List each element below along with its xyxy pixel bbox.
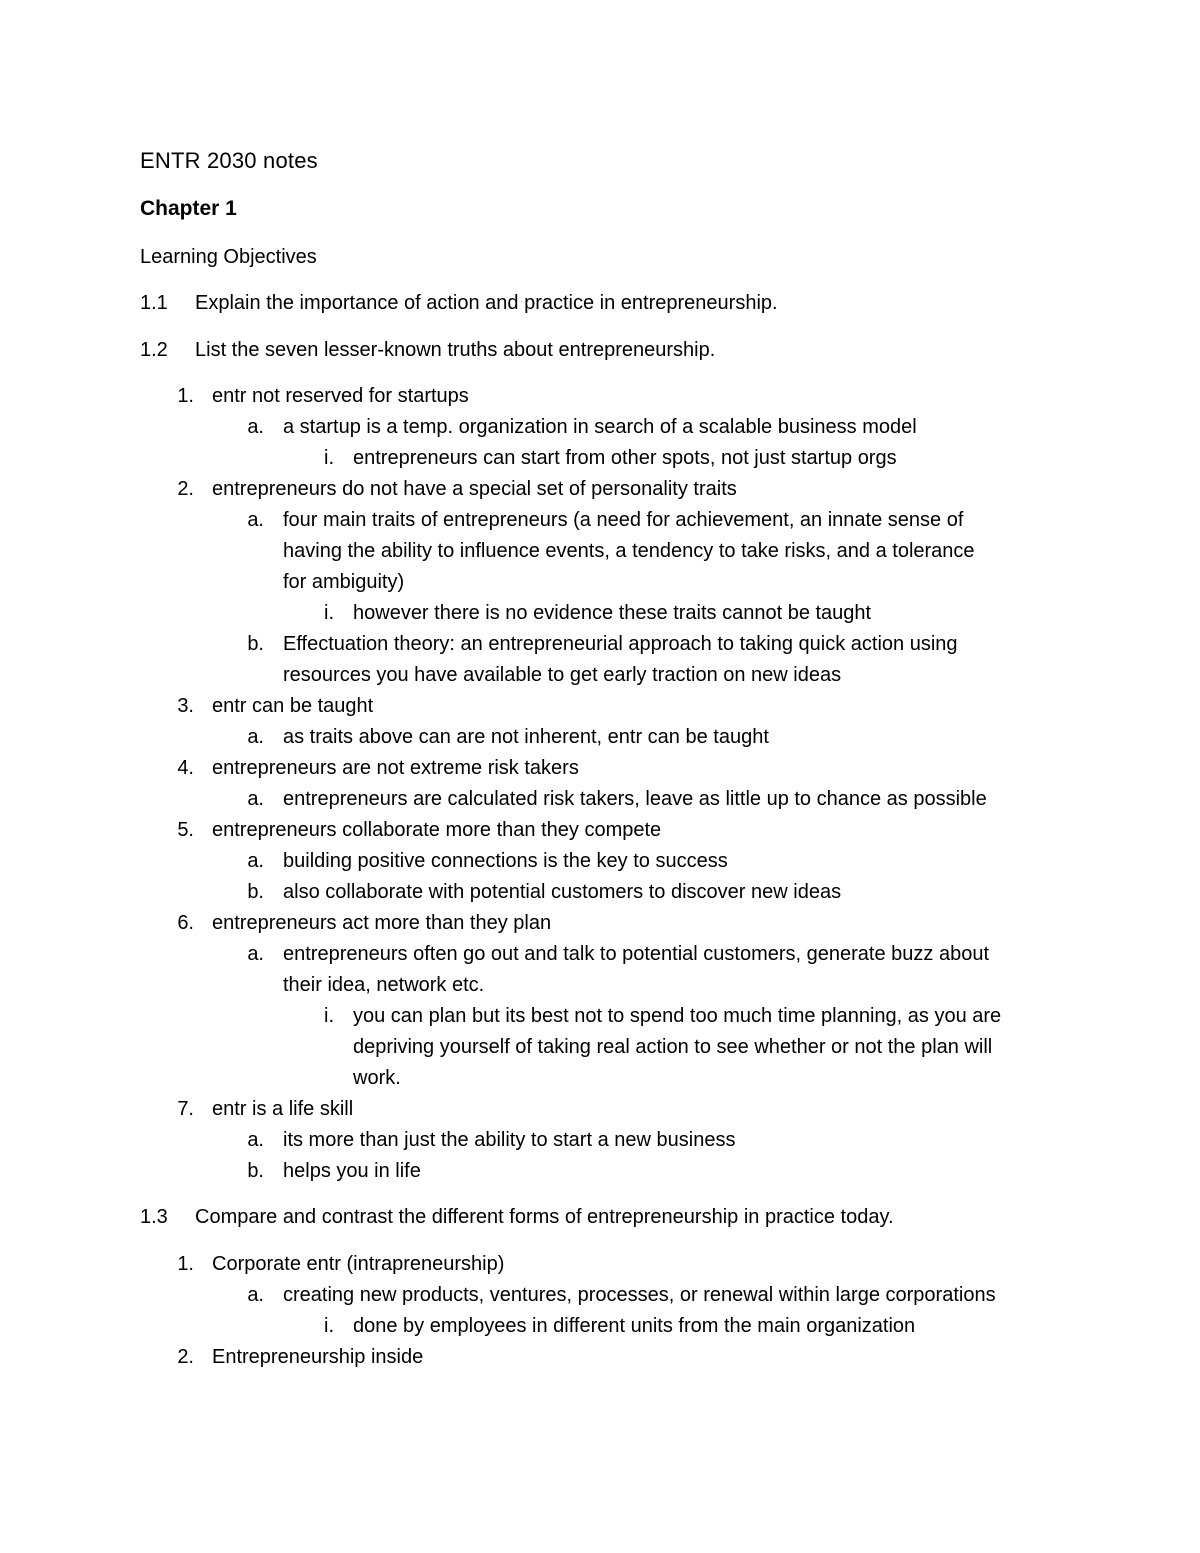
list-item-text: entrepreneurs can start from other spots, not just startup orgs xyxy=(353,447,897,469)
list-marker: b. xyxy=(247,1160,264,1182)
list-item-text: its more than just the ability to start a new business xyxy=(283,1129,736,1151)
objective-text: List the seven lesser-known truths about entrepreneurship. xyxy=(195,339,716,361)
list-item-text: four main traits of entrepreneurs (a need for achievement, an innate sense of xyxy=(283,509,964,531)
list-item-text: Corporate entr (intrapreneurship) xyxy=(212,1253,505,1275)
list-item-text: however there is no evidence these traits cannot be taught xyxy=(353,602,872,624)
list-marker: a. xyxy=(247,509,264,531)
list-item-text: also collaborate with potential customers to discover new ideas xyxy=(283,881,842,903)
list-item-text: a startup is a temp. organization in search of a scalable business model xyxy=(283,416,917,438)
list-marker: b. xyxy=(247,633,264,655)
list-marker: 3. xyxy=(177,695,194,717)
list-item-text: done by employees in different units from the main organization xyxy=(353,1315,916,1337)
list-marker: 2. xyxy=(177,478,194,500)
list-item-text: their idea, network etc. xyxy=(283,974,485,996)
document-title: ENTR 2030 notes xyxy=(140,148,318,173)
list-marker: 5. xyxy=(177,819,194,841)
list-marker: i. xyxy=(324,1315,334,1337)
list-item-text: work. xyxy=(353,1067,401,1089)
document-page xyxy=(140,140,1070,1440)
list-item-text: resources you have available to get early traction on new ideas xyxy=(283,664,842,686)
list-item-text: helps you in life xyxy=(283,1160,421,1182)
objective-number: 1.2 xyxy=(140,339,168,361)
list-item-text: as traits above can are not inherent, entr can be taught xyxy=(283,726,769,748)
list-item-text: entrepreneurs often go out and talk to potential customers, generate buzz about xyxy=(283,943,990,965)
objective-number: 1.3 xyxy=(140,1206,168,1228)
list-item-text: entrepreneurs do not have a special set of personality traits xyxy=(212,478,737,500)
list-marker: i. xyxy=(324,447,334,469)
list-marker: a. xyxy=(247,416,264,438)
list-marker: 6. xyxy=(177,912,194,934)
list-marker: i. xyxy=(324,602,334,624)
list-item-text: entr is a life skill xyxy=(212,1098,354,1120)
list-marker: a. xyxy=(247,1284,264,1306)
list-item-text: entr not reserved for startups xyxy=(212,385,469,407)
list-item-text: entrepreneurs act more than they plan xyxy=(212,912,552,934)
chapter-heading: Chapter 1 xyxy=(140,197,237,220)
list-item-text: Entrepreneurship inside xyxy=(212,1346,424,1368)
list-item-text: for ambiguity) xyxy=(283,571,405,593)
list-item-text: entrepreneurs are not extreme risk takers xyxy=(212,757,579,779)
section-label: Learning Objectives xyxy=(140,246,317,268)
list-marker: 7. xyxy=(177,1098,194,1120)
list-marker: a. xyxy=(247,726,264,748)
list-marker: b. xyxy=(247,881,264,903)
list-item-text: depriving yourself of taking real action to see whether or not the plan will xyxy=(353,1036,993,1058)
list-item-text: entrepreneurs are calculated risk takers, leave as little up to chance as possible xyxy=(283,788,987,810)
list-marker: 2. xyxy=(177,1346,194,1368)
list-item-text: entrepreneurs collaborate more than they compete xyxy=(212,819,662,841)
list-item-text: you can plan but its best not to spend too much time planning, as you are xyxy=(353,1005,1002,1027)
list-item-text: entr can be taught xyxy=(212,695,374,717)
list-item-text: Effectuation theory: an entrepreneurial approach to taking quick action using xyxy=(283,633,958,655)
list-marker: i. xyxy=(324,1005,334,1027)
list-marker: 4. xyxy=(177,757,194,779)
list-item-text: having the ability to influence events, a tendency to take risks, and a tolerance xyxy=(283,540,975,562)
list-marker: a. xyxy=(247,788,264,810)
list-marker: a. xyxy=(247,1129,264,1151)
list-marker: a. xyxy=(247,850,264,872)
list-marker: 1. xyxy=(177,385,194,407)
list-item-text: building positive connections is the key to success xyxy=(283,850,728,872)
list-marker: a. xyxy=(247,943,264,965)
objective-number: 1.1 xyxy=(140,292,168,314)
objective-text: Explain the importance of action and practice in entrepreneurship. xyxy=(195,292,778,314)
list-marker: 1. xyxy=(177,1253,194,1275)
list-item-text: creating new products, ventures, processes, or renewal within large corporations xyxy=(283,1284,996,1306)
objective-text: Compare and contrast the different forms of entrepreneurship in practice today. xyxy=(195,1206,894,1228)
